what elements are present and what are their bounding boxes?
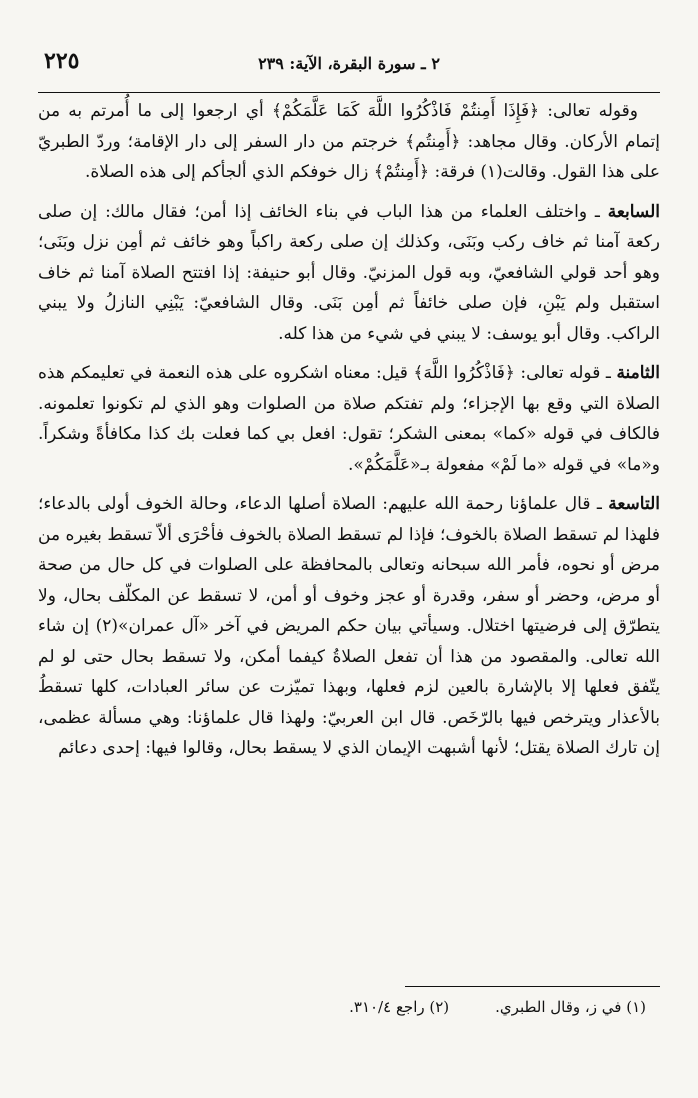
section-heading: الثامنة (616, 363, 660, 383)
footnote-divider (405, 986, 660, 987)
paragraph-seventh (38, 197, 660, 350)
page-number: ٢٢٥ (44, 48, 80, 74)
paragraph-text: ـ قال علماؤنا رحمة الله عليهم: الصلاة أصلها الدعاء، وحالة الخوف أولى بالدعاء؛ فلهذا لم تسقط الصلاة بالخوف؛ فإذا لم تسقط الصلاة بالخوف فأحْرَى ألاّ تسقط بغيره من مرض أو نحوه، فأمر الله سبحانه وتعالى بالمحافظة على الصلوات في كل حال من صحة أو مرض، وحضر أو سفر، وقدرة أو عجز وخوف أو أمن، لا تسقط عن المكلّف بحال، ولا يتطرّق إلى فرضيتها اختلال. وسيأتي بيان حكم المريض في آخر «آل عمران»(٢) إن شاء الله تعالى. والمقصود من هذا أن تفعل الصلاةُ كيفما أمكن، ولا تسقط بحال حتى لو لم يتّفق فعلها إلا بالإشارة بالعين لزم فعلها، وبهذا تميّزت عن سائر العبادات، كلها تسقطُ بالأعذار ويترخص فيها بالرّخَص. قال ابن العربيّ: ولهذا قال علماؤنا: وهي مسألة عظمى، إن تارك الصلاة يقتل؛ لأنها أشبهت الإيمان الذي لا يسقط بحال، وقالوا فيها: إحدى دعائم (38, 494, 660, 758)
paragraph-text: وقوله تعالى: ﴿فَإِذَا أَمِنتُمْ فَاذْكُرُوا اللَّهَ كَمَا عَلَّمَكُمْ﴾ أي ارجعوا إلى ما أُمرتم به من إتمام الأركان. وقال مجاهد: ﴿أَمِنتُم﴾ خرجتم من دار السفر إلى دار الإقامة؛ وردّ الطبريّ على هذا القول. وقالت(١) فرقة: ﴿أَمِنتُمْ﴾ زال خوفكم الذي ألجأكم إلى هذه الصلاة. (38, 101, 660, 182)
paragraph-eighth (38, 358, 660, 480)
paragraph-ninth (38, 489, 660, 764)
section-heading: التاسعة (608, 494, 660, 514)
footnotes (38, 998, 660, 1016)
page-header (38, 48, 660, 93)
paragraph-intro (38, 96, 660, 188)
paragraph-text: ـ واختلف العلماء من هذا الباب في بناء الخائف إذا أمن؛ فقال مالك: إن صلى ركعة آمنا ثم خاف ركب وبَنَى، وكذلك إن صلى ركعة راكباً وهو خائف ثم أمِن نزل وبَنَى؛ وهو أحد قولي الشافعيّ، وبه قول المزنيّ. وقال أبو حنيفة: إذا افتتح الصلاة آمنا ثم خاف استقبل ولم يَبْنِ، فإن صلى خائفاً ثم أمِن بَنَى. وقال الشافعيّ: يَبْنِي النازلُ ولا يبني الراكب. وقال أبو يوسف: لا يبني في شيء من هذا كله. (38, 201, 660, 344)
footnote-1: (١) في ز، وقال الطبري. (495, 998, 646, 1016)
footnote-2: (٢) راجع ٣١٠/٤. (349, 998, 450, 1016)
section-heading: السابعة (607, 201, 660, 222)
main-text (38, 96, 660, 773)
paragraph-text: ـ قوله تعالى: ﴿فَاذْكُرُوا اللَّهَ﴾ قيل: معناه اشكروه على هذه النعمة في تعليمكم هذه الصلاة التي وقع بها الإجزاء؛ ولم تفتكم صلاة من الصلوات وهو الذي لم تكونوا تعلمونه. فالكاف في قوله «كما» بمعنى الشكر؛ تقول: افعل بي كما فعلت بك كذا مكافأةً وشكراً. و«ما» في قوله «ما لَمْ» مفعولة بـ«عَلَّمَكُمْ». (38, 363, 660, 475)
running-title: ٢ ـ سورة البقرة، الآية: ٢٣٩ (258, 54, 440, 73)
